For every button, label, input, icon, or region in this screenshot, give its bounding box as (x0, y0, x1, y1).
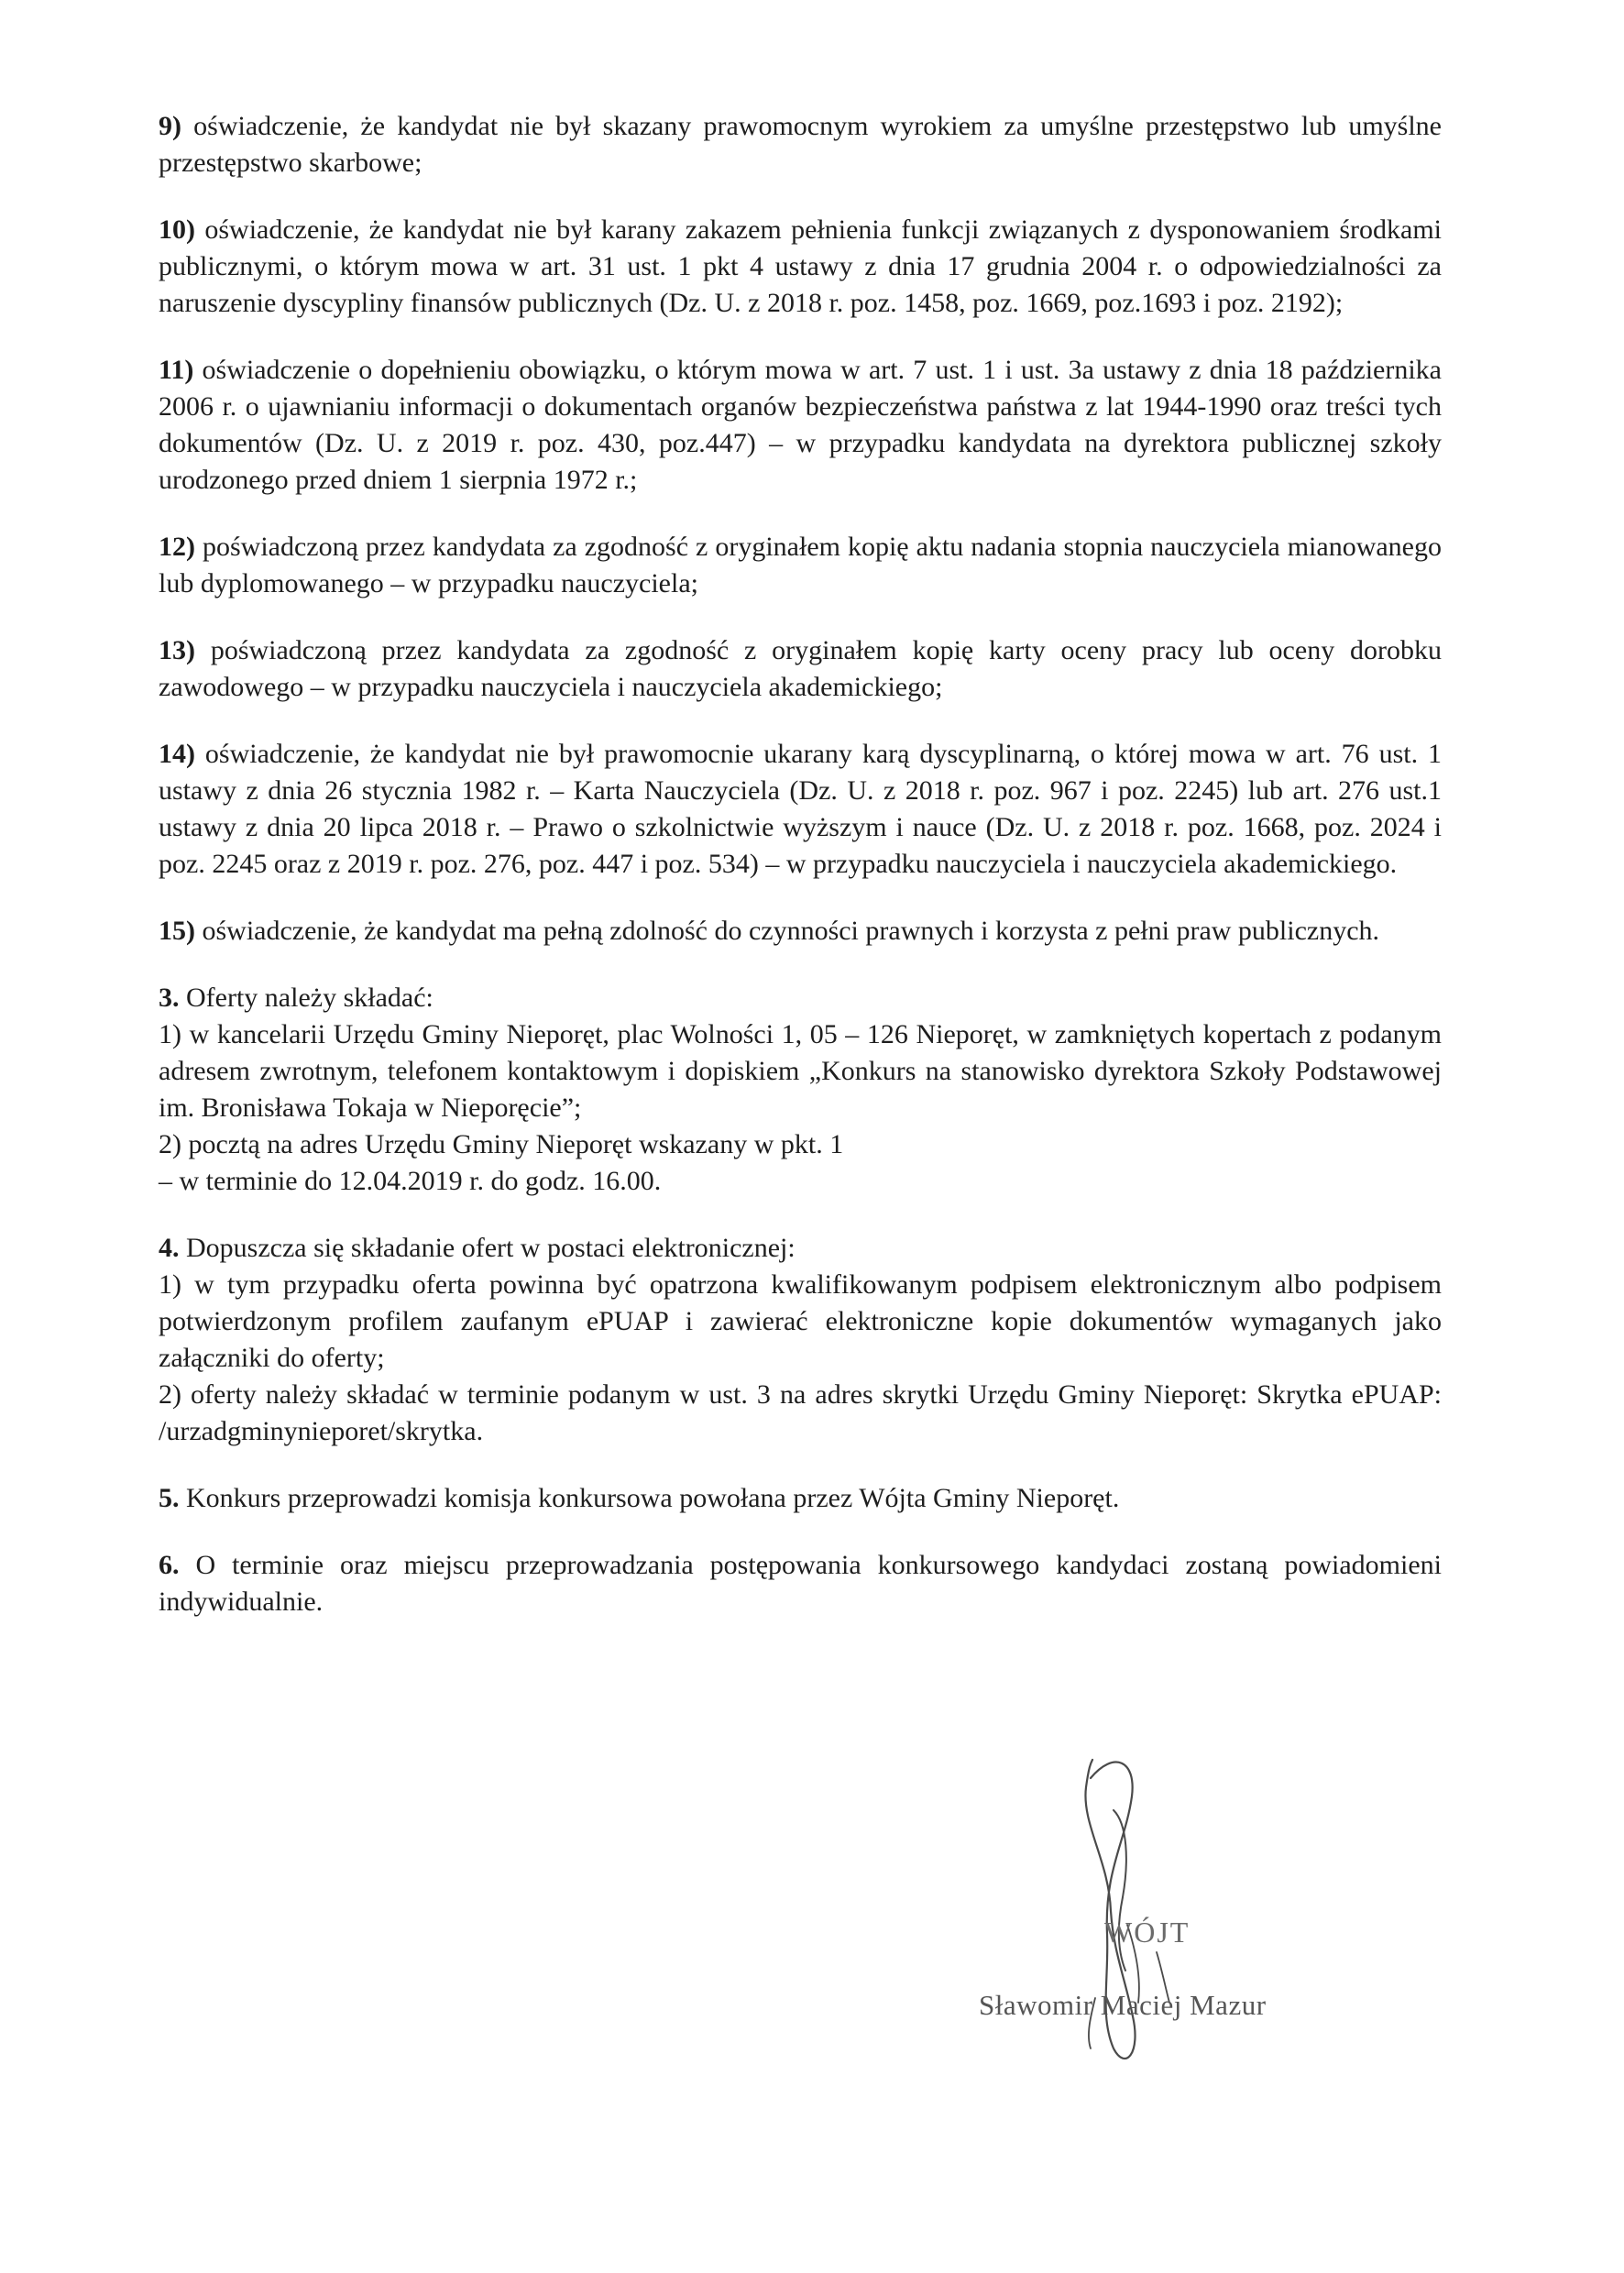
item-text: oświadczenie, że kandydat nie był skazany prawomocnym wyrokiem za umyślne przestępstwo lub umyślne przestępstwo skarbowe; (159, 111, 1442, 178)
item-number: 9) (159, 111, 181, 141)
item-15 (159, 913, 1442, 950)
section-5 (159, 1480, 1442, 1517)
item-text: poświadczoną przez kandydata za zgodność z oryginałem kopię aktu nadania stopnia nauczyciela mianowanego lub dyplomowanego – w przypadku nauczyciela; (159, 532, 1442, 598)
section-4 (159, 1230, 1442, 1450)
signature-stamp (953, 1723, 1356, 2071)
item-14 (159, 736, 1442, 883)
item-number: 14) (159, 739, 195, 769)
item-text: poświadczoną przez kandydata za zgodność z oryginałem kopię karty oceny pracy lub oceny dorobku zawodowego – w przypadku nauczyciela i nauczyciela akademickiego; (159, 635, 1442, 702)
item-11 (159, 352, 1442, 499)
document-page (159, 108, 1442, 1651)
stamp-title: WÓJT (1104, 1916, 1191, 1949)
section-title: Oferty należy składać: (179, 983, 433, 1013)
section-3 (159, 980, 1442, 1200)
section-line: – w terminie do 12.04.2019 r. do godz. 16.00. (159, 1166, 662, 1196)
section-text: Konkurs przeprowadzi komisja konkursowa powołana przez Wójta Gminy Nieporęt. (179, 1483, 1120, 1513)
item-number: 10) (159, 214, 195, 245)
stamp-name: Sławomir Maciej Mazur (979, 1989, 1267, 2021)
item-9 (159, 108, 1442, 181)
item-text: oświadczenie, że kandydat nie był prawomocnie ukarany karą dyscyplinarną, o której mowa w art. 76 ust. 1 ustawy z dnia 26 stycznia 1982 r. – Karta Nauczyciela (Dz. U. z 2018 r. poz. 967 i poz. 2245) lub art. 276 ust.1 ustawy z dnia 20 lipca 2018 r. – Prawo o szkolnictwie wyższym i nauce (Dz. U. z 2018 r. poz. 1668, poz. 2024 i poz. 2245 oraz z 2019 r. poz. 276, poz. 447 i poz. 534) – w przypadku nauczyciela i nauczyciela akademickiego. (159, 739, 1442, 879)
section-line: 2) pocztą na adres Urzędu Gminy Nieporęt wskazany w pkt. 1 (159, 1129, 844, 1159)
section-line: 1) w kancelarii Urzędu Gminy Nieporęt, plac Wolności 1, 05 – 126 Nieporęt, w zamkniętych kopertach z podanym adresem zwrotnym, telefonem kontaktowym i dopiskiem „Konkurs na stanowisko dyrektora Szkoły Podstawowej im. Bronisława Tokaja w Nieporęcie”; (159, 1019, 1442, 1123)
item-13 (159, 632, 1442, 706)
item-10 (159, 212, 1442, 322)
section-text: O terminie oraz miejscu przeprowadzania postępowania konkursowego kandydaci zostaną powiadomieni indywidualnie. (159, 1550, 1442, 1617)
item-text: oświadczenie o dopełnieniu obowiązku, o którym mowa w art. 7 ust. 1 i ust. 3a ustawy z dnia 18 października 2006 r. o ujawnianiu informacji o dokumentach organów bezpieczeństwa państwa z lat 1944-1990 oraz treści tych dokumentów (Dz. U. z 2019 r. poz. 430, poz.447) – w przypadku kandydata na dyrektora publicznej szkoły urodzonego przed dniem 1 sierpnia 1972 r.; (159, 355, 1442, 495)
section-number: 6. (159, 1550, 180, 1580)
item-number: 12) (159, 532, 195, 562)
section-number: 4. (159, 1233, 180, 1263)
section-line: 1) w tym przypadku oferta powinna być opatrzona kwalifikowanym podpisem elektronicznym albo podpisem potwierdzonym profilem zaufanym ePUAP i zawierać elektroniczne kopie dokumentów wymaganych jako załączniki do oferty; (159, 1269, 1442, 1373)
section-6 (159, 1547, 1442, 1620)
item-number: 11) (159, 355, 194, 385)
section-heading (159, 1230, 1442, 1267)
item-number: 13) (159, 635, 195, 665)
item-text: oświadczenie, że kandydat nie był karany zakazem pełnienia funkcji związanych z dysponowaniem środkami publicznymi, o którym mowa w art. 31 ust. 1 pkt 4 ustawy z dnia 17 grudnia 2004 r. o odpowiedzialności za naruszenie dyscypliny finansów publicznych (Dz. U. z 2018 r. poz. 1458, poz. 1669, poz.1693 i poz. 2192); (159, 214, 1442, 318)
section-number: 3. (159, 983, 180, 1013)
item-text: oświadczenie, że kandydat ma pełną zdolność do czynności prawnych i korzysta z pełni praw publicznych. (195, 916, 1380, 946)
item-number: 15) (159, 916, 195, 946)
section-heading (159, 980, 1442, 1016)
section-title: Dopuszcza się składanie ofert w postaci elektronicznej: (179, 1233, 796, 1263)
section-number: 5. (159, 1483, 180, 1513)
item-12 (159, 529, 1442, 602)
section-line: 2) oferty należy składać w terminie podanym w ust. 3 na adres skrytki Urzędu Gminy Nieporęt: Skrytka ePUAP: /urzadgminynieporet/skrytka. (159, 1379, 1442, 1446)
